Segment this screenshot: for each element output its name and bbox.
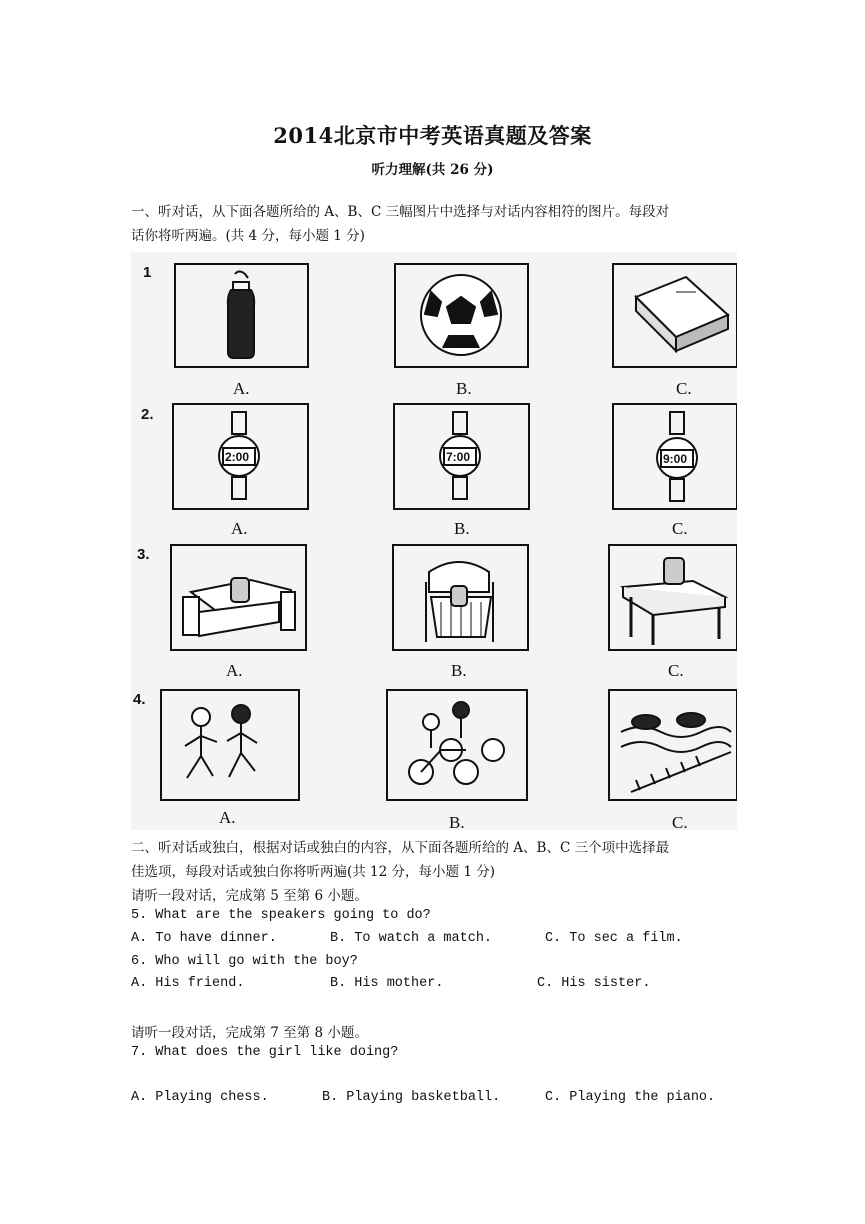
choice-label: B. <box>449 813 465 830</box>
choice-label: B. <box>454 519 470 538</box>
watch-time: 7:00 <box>446 450 471 464</box>
section2-instruction-line1: 二、听对话或独白，根据对话或独白的内容，从下面各题所给的 A、B、C 三个项中选择最 <box>131 840 670 856</box>
watch-time: 2:00 <box>225 450 250 464</box>
page-subtitle: 听力理解(共 26 分) <box>371 162 494 178</box>
bottle-icon <box>228 272 254 359</box>
swimming-kids-icon <box>621 713 731 792</box>
soccer-ball-icon <box>421 275 501 355</box>
page-title: 2014北京市中考英语真题及答案 <box>273 123 592 148</box>
watch-icon <box>219 412 259 499</box>
choice-label: C. <box>672 519 688 538</box>
question-5: 5. What are the speakers going to do? <box>131 908 431 923</box>
watch-icon <box>657 412 697 501</box>
watch-time: 9:00 <box>663 452 688 466</box>
q6-option-a: A. His friend. <box>131 976 245 991</box>
picture-frame <box>161 690 299 800</box>
picture-question-grid <box>131 252 737 830</box>
q7-option-a: A. Playing chess. <box>131 1090 269 1105</box>
choice-label: A. <box>226 661 243 680</box>
section1-instruction <box>131 200 741 248</box>
running-kids-icon <box>185 705 257 778</box>
bed-with-bag-icon <box>426 562 493 642</box>
dialog1-intro: 请听一段对话，完成第 5 至第 6 小题。 <box>131 888 368 904</box>
choice-label: C. <box>676 379 692 398</box>
choice-label: B. <box>451 661 467 680</box>
q5-option-b: B. To watch a match. <box>330 931 493 946</box>
q7-option-b: B. Playing basketball. <box>322 1090 501 1105</box>
book-icon <box>636 277 728 351</box>
q5-option-c: C. To sec a film. <box>545 931 683 946</box>
section1-instruction-line1: 一、听对话，从下面各题所给的 A、B、C 三幅图片中选择与对话内容相符的图片。每段对 <box>131 204 670 220</box>
question-6: 6. Who will go with the boy? <box>131 954 358 969</box>
q7-option-c: C. Playing the piano. <box>545 1090 716 1105</box>
q5-option-a: A. To have dinner. <box>131 931 277 946</box>
sofa-with-bag-icon <box>183 578 295 636</box>
choice-label: C. <box>672 813 688 830</box>
question-7: 7. What does the girl like doing? <box>131 1045 399 1060</box>
dialog2-intro: 请听一段对话，完成第 7 至第 8 小题。 <box>131 1025 368 1041</box>
watch-icon <box>440 412 480 499</box>
row-number: 4. <box>133 691 146 708</box>
choice-label: B. <box>456 379 472 398</box>
row-number: 2. <box>141 406 154 423</box>
row-number: 3. <box>137 546 150 563</box>
table-with-bag-icon <box>623 558 725 645</box>
q6-option-b: B. His mother. <box>330 976 444 991</box>
choice-label: A. <box>219 808 236 827</box>
choice-label: A. <box>231 519 248 538</box>
choice-label: A. <box>233 379 250 398</box>
choice-label: C. <box>668 661 684 680</box>
cycling-kids-icon <box>409 702 504 784</box>
section1-instruction-line2: 话你将听两遍。(共 4 分，每小题 1 分) <box>131 228 365 244</box>
row-number: 1 <box>143 264 152 281</box>
section2-instruction-line2: 佳选项，每段对话或独白你将听两遍(共 12 分，每小题 1 分) <box>131 864 495 880</box>
q6-option-c: C. His sister. <box>537 976 651 991</box>
section2-instruction <box>131 836 741 884</box>
